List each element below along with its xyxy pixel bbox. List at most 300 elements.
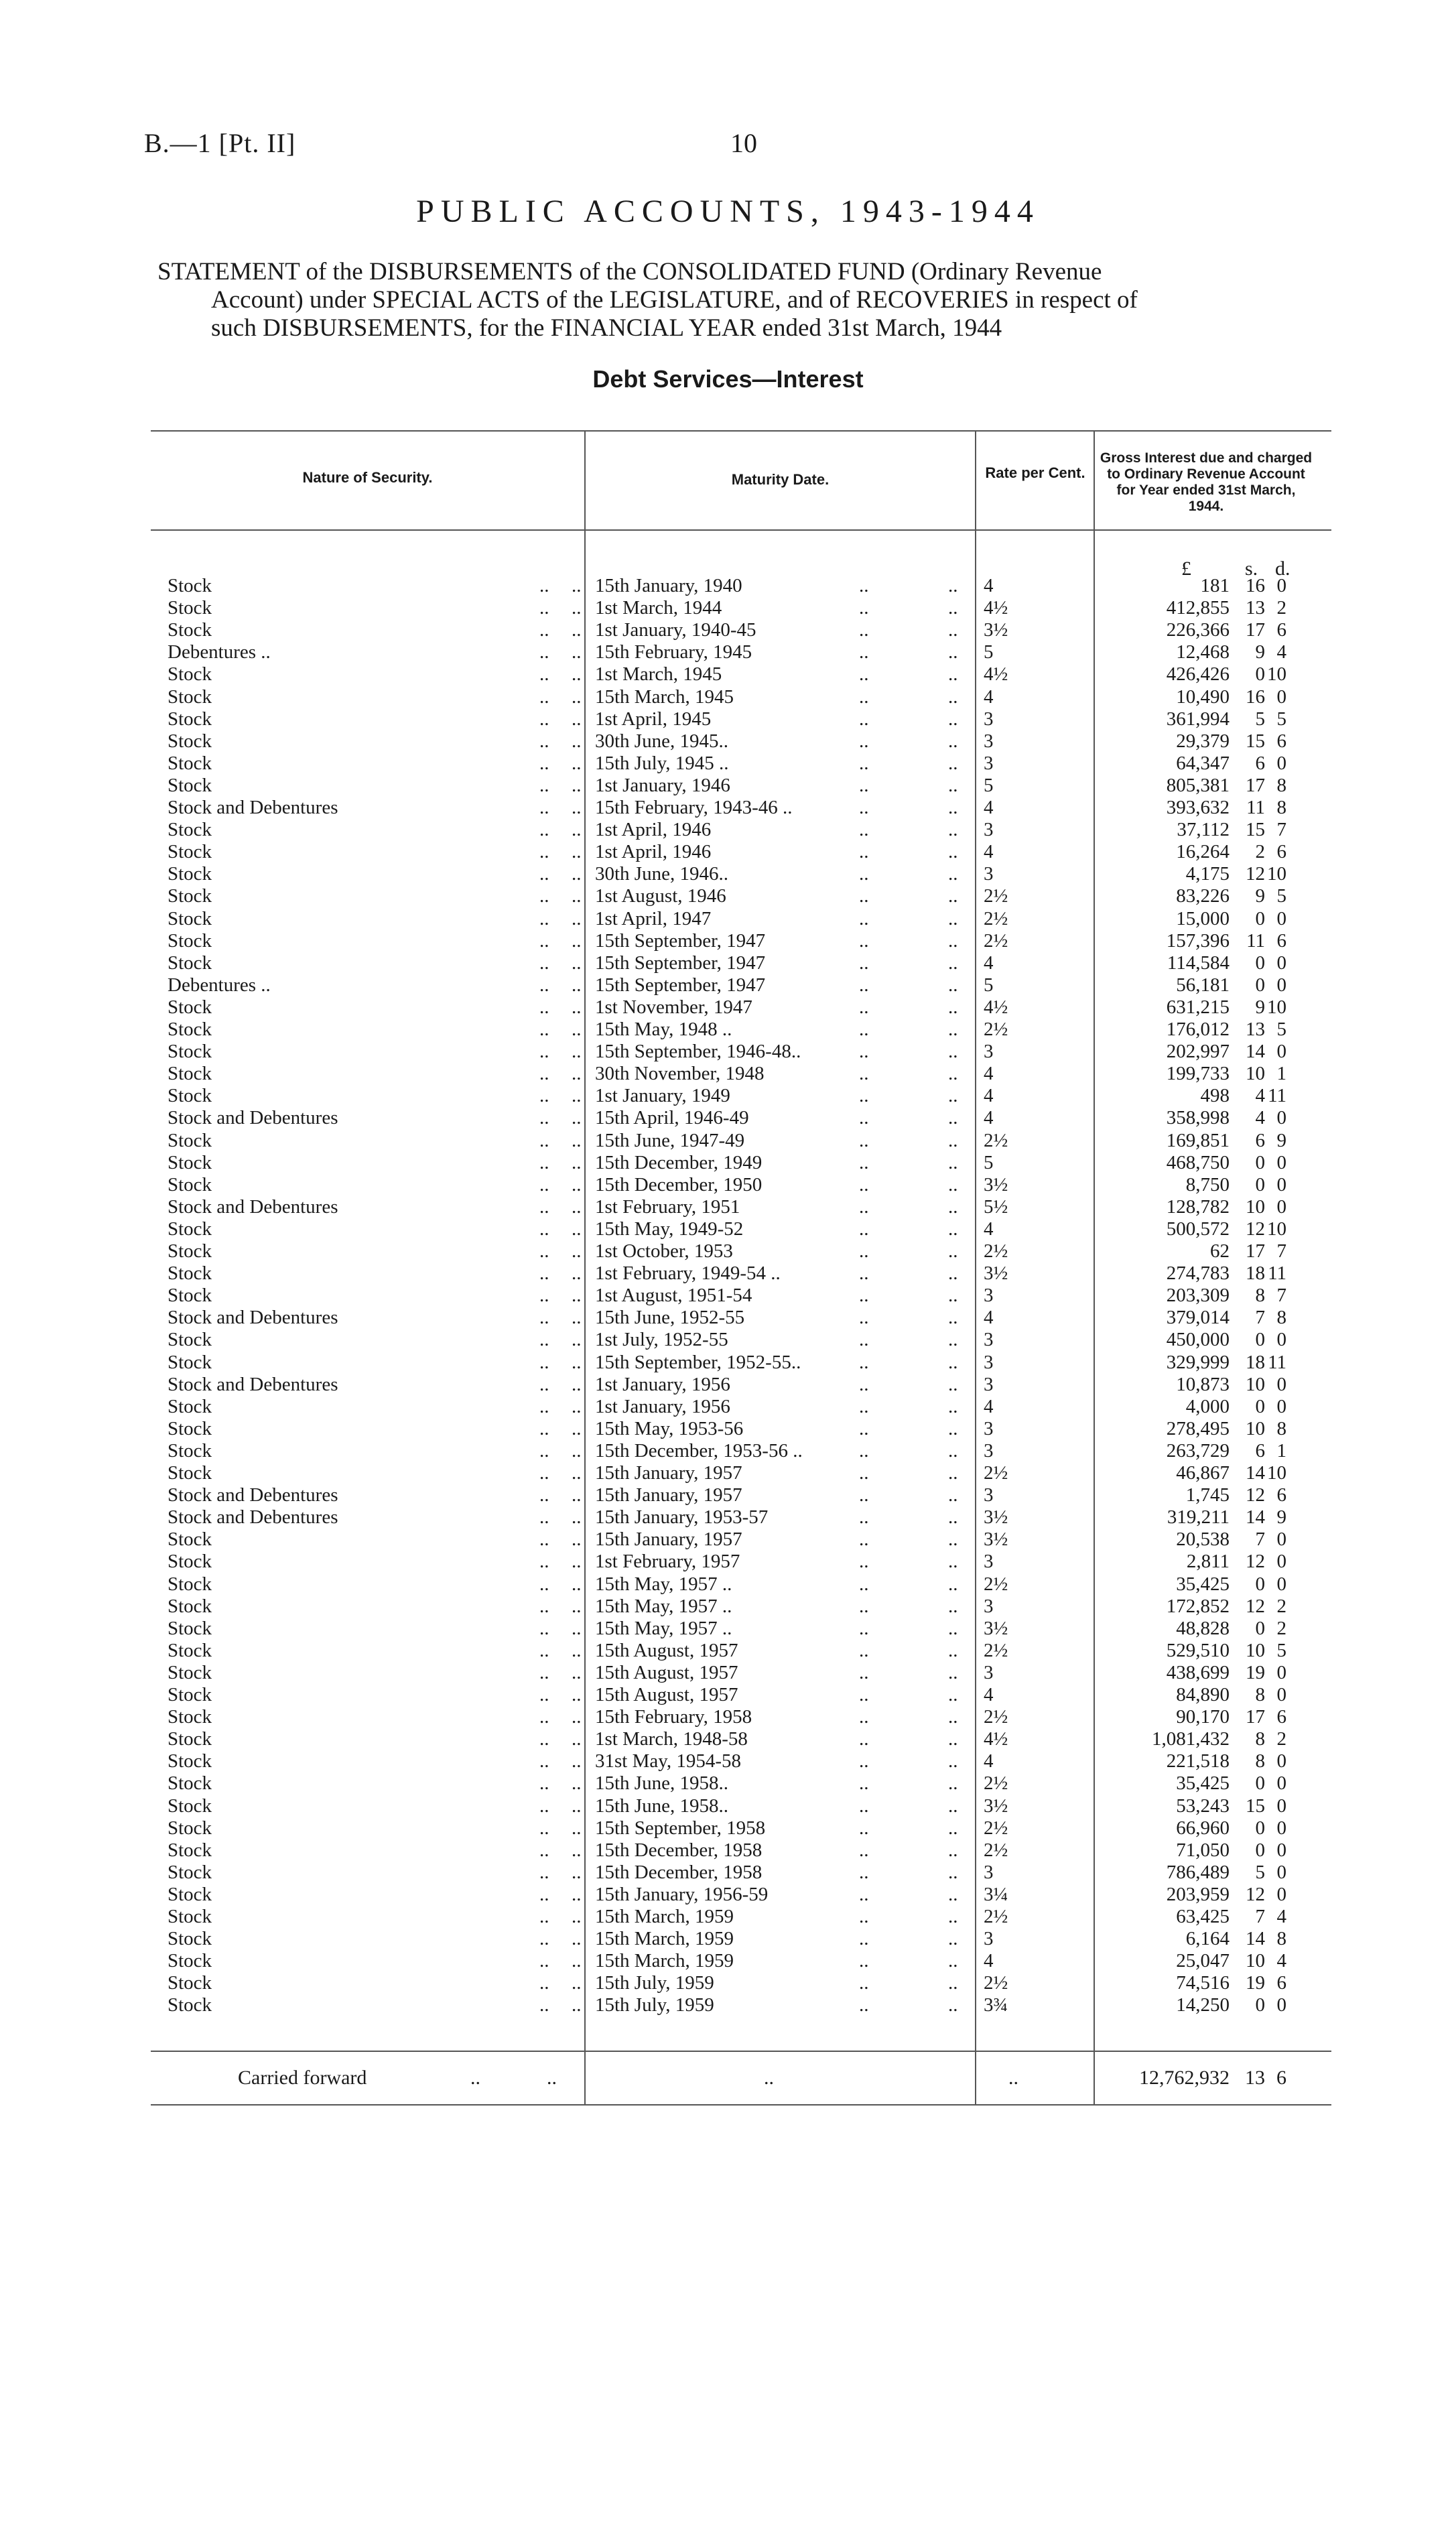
- interest-shillings: 14: [1246, 1506, 1265, 1528]
- interest-pounds: 498: [1200, 1085, 1230, 1106]
- interest-shillings: 10: [1246, 1950, 1265, 1971]
- table-row: [0, 885, 1456, 907]
- leader-dots: ..: [948, 863, 958, 885]
- security-type: Debentures ..: [168, 974, 271, 996]
- table-row: [0, 1196, 1456, 1218]
- maturity-date: 15th March, 1959: [595, 1906, 734, 1927]
- interest-pence: 1: [1276, 1440, 1286, 1462]
- rate-per-cent: 3½: [984, 1529, 1008, 1550]
- rate-per-cent: 2½: [984, 1019, 1008, 1040]
- maturity-date: 15th August, 1957: [595, 1640, 738, 1661]
- interest-shillings: 15: [1246, 730, 1265, 752]
- leader-dots: ..: [859, 1596, 869, 1617]
- rate-per-cent: 4: [984, 1684, 994, 1705]
- interest-pounds: 48,828: [1176, 1618, 1230, 1639]
- security-type: Stock: [168, 1950, 212, 1971]
- maturity-date: 1st February, 1951: [595, 1196, 740, 1218]
- leader-dots: ..: [948, 1728, 958, 1750]
- rate-per-cent: 3: [984, 1551, 994, 1572]
- maturity-date: 15th September, 1946-48..: [595, 1041, 801, 1062]
- table-row: [0, 1662, 1456, 1684]
- interest-pence: 0: [1276, 1041, 1286, 1062]
- interest-pounds: 203,309: [1166, 1285, 1230, 1306]
- interest-pence: 0: [1276, 1795, 1286, 1817]
- interest-pence: 10: [1267, 1462, 1286, 1484]
- leader-dots: ..: [859, 1662, 869, 1683]
- interest-shillings: 0: [1255, 974, 1265, 996]
- leader-dots: ..: [539, 1418, 549, 1439]
- maturity-date: 15th April, 1946-49: [595, 1107, 749, 1128]
- carried-forward-maturity: ..: [764, 2067, 774, 2089]
- leader-dots: ..: [859, 1374, 869, 1395]
- leader-dots: ..: [539, 1440, 549, 1462]
- interest-shillings: 12: [1246, 1596, 1265, 1617]
- table-row: [0, 1884, 1456, 1906]
- table-row: [0, 1928, 1456, 1950]
- interest-pence: 6: [1276, 1484, 1286, 1506]
- leader-dots: ..: [859, 1307, 869, 1328]
- leader-dots: ..: [572, 1352, 582, 1373]
- leader-dots: ..: [539, 1529, 549, 1550]
- interest-pence: 0: [1276, 1107, 1286, 1128]
- leader-dots: ..: [539, 708, 549, 730]
- leader-dots: ..: [948, 1906, 958, 1927]
- table-row: [0, 575, 1456, 597]
- leader-dots: ..: [572, 908, 582, 929]
- leader-dots: ..: [572, 1928, 582, 1949]
- interest-pence: 10: [1267, 996, 1286, 1018]
- interest-shillings: 12: [1246, 863, 1265, 885]
- interest-pounds: 176,012: [1166, 1019, 1230, 1040]
- table-row: [0, 1396, 1456, 1418]
- interest-shillings: 19: [1246, 1972, 1265, 1994]
- leader-dots: ..: [859, 1573, 869, 1595]
- maturity-date: 1st January, 1940-45: [595, 619, 756, 641]
- leader-dots: ..: [859, 1262, 869, 1284]
- interest-shillings: 8: [1255, 1750, 1265, 1772]
- table-row: [0, 1440, 1456, 1462]
- interest-shillings: 6: [1255, 1130, 1265, 1151]
- table-row: [0, 797, 1456, 819]
- leader-dots: ..: [539, 663, 549, 685]
- leader-dots: ..: [859, 619, 869, 641]
- leader-dots: ..: [572, 1019, 582, 1040]
- leader-dots: ..: [539, 1506, 549, 1528]
- interest-shillings: 2: [1255, 841, 1265, 862]
- leader-dots: ..: [572, 1994, 582, 2016]
- rate-per-cent: 3: [984, 753, 994, 774]
- leader-dots: ..: [539, 1484, 549, 1506]
- security-type: Stock: [168, 1662, 212, 1683]
- leader-dots: ..: [572, 1174, 582, 1195]
- interest-shillings: 16: [1246, 686, 1265, 708]
- leader-dots: ..: [572, 996, 582, 1018]
- table-row: [0, 1262, 1456, 1285]
- maturity-date: 1st March, 1948-58: [595, 1728, 748, 1750]
- table-row: [0, 1218, 1456, 1240]
- interest-pence: 5: [1276, 1019, 1286, 1040]
- leader-dots: ..: [948, 1772, 958, 1794]
- leader-dots: ..: [859, 863, 869, 885]
- security-type: Stock: [168, 1618, 212, 1639]
- leader-dots: ..: [572, 1506, 582, 1528]
- interest-shillings: 12: [1246, 1551, 1265, 1572]
- interest-pence: 11: [1268, 1262, 1286, 1284]
- leader-dots: ..: [572, 1884, 582, 1905]
- leader-dots: ..: [572, 1440, 582, 1462]
- interest-shillings: 7: [1255, 1529, 1265, 1550]
- interest-pence: 0: [1276, 1196, 1286, 1218]
- interest-pounds: 529,510: [1166, 1640, 1230, 1661]
- interest-shillings: 4: [1255, 1107, 1265, 1128]
- table-row: [0, 641, 1456, 663]
- rate-per-cent: 3: [984, 730, 994, 752]
- leader-dots: ..: [859, 1352, 869, 1373]
- security-type: Stock: [168, 708, 212, 730]
- leader-dots: ..: [539, 1972, 549, 1994]
- leader-dots: ..: [539, 930, 549, 952]
- rate-per-cent: 2½: [984, 885, 1008, 907]
- leader-dots: ..: [948, 1706, 958, 1728]
- security-type: Stock: [168, 1795, 212, 1817]
- table-row: [0, 863, 1456, 885]
- leader-dots: ..: [539, 597, 549, 619]
- leader-dots: ..: [539, 730, 549, 752]
- maturity-date: 15th January, 1953-57: [595, 1506, 769, 1528]
- maturity-date: 1st February, 1949-54 ..: [595, 1262, 781, 1284]
- interest-pence: 6: [1276, 930, 1286, 952]
- maturity-date: 15th December, 1950: [595, 1174, 763, 1195]
- table-row: [0, 1240, 1456, 1262]
- rate-per-cent: 3: [984, 708, 994, 730]
- leader-dots: ..: [539, 863, 549, 885]
- maturity-date: 15th January, 1957: [595, 1484, 742, 1506]
- interest-pounds: 4,000: [1185, 1396, 1230, 1417]
- leader-dots: ..: [539, 1884, 549, 1905]
- rate-per-cent: 3: [984, 1285, 994, 1306]
- interest-pounds: 84,890: [1176, 1684, 1230, 1705]
- rate-per-cent: 2½: [984, 908, 1008, 929]
- interest-pounds: 468,750: [1166, 1152, 1230, 1173]
- leader-dots: ..: [859, 1440, 869, 1462]
- interest-pence: 0: [1276, 974, 1286, 996]
- leader-dots: ..: [859, 1418, 869, 1439]
- leader-dots: ..: [948, 1750, 958, 1772]
- maturity-date: 15th May, 1957 ..: [595, 1573, 732, 1595]
- total-pounds: 12,762,932: [1139, 2067, 1230, 2089]
- maturity-date: 15th September, 1952-55..: [595, 1352, 801, 1373]
- leader-dots: ..: [572, 885, 582, 907]
- security-type: Stock: [168, 1152, 212, 1173]
- maturity-date: 1st August, 1951-54: [595, 1285, 752, 1306]
- rate-per-cent: 2½: [984, 930, 1008, 952]
- interest-pence: 0: [1276, 1662, 1286, 1683]
- leader-dots: ..: [539, 619, 549, 641]
- leader-dots: ..: [859, 775, 869, 796]
- leader-dots: ..: [948, 1662, 958, 1683]
- leader-dots: ..: [859, 686, 869, 708]
- rate-per-cent: 3½: [984, 1795, 1008, 1817]
- leader-dots: ..: [572, 1772, 582, 1794]
- table-row: [0, 1285, 1456, 1307]
- interest-pence: 11: [1268, 1085, 1286, 1106]
- interest-shillings: 0: [1255, 663, 1265, 685]
- table-row: [0, 1640, 1456, 1662]
- maturity-date: 15th June, 1952-55: [595, 1307, 745, 1328]
- interest-shillings: 5: [1255, 708, 1265, 730]
- interest-pence: 6: [1276, 619, 1286, 641]
- security-type: Stock: [168, 1817, 212, 1839]
- leader-dots: ..: [948, 1950, 958, 1971]
- leader-dots: ..: [539, 1862, 549, 1883]
- security-type: Stock: [168, 1329, 212, 1350]
- table-row: [0, 1772, 1456, 1795]
- security-type: Stock: [168, 1884, 212, 1905]
- leader-dots: ..: [539, 686, 549, 708]
- leader-dots: ..: [948, 1862, 958, 1883]
- leader-dots: ..: [859, 1728, 869, 1750]
- leader-dots: ..: [859, 908, 869, 929]
- interest-shillings: 5: [1255, 1862, 1265, 1883]
- leader-dots: ..: [948, 1307, 958, 1328]
- leader-dots: ..: [948, 1152, 958, 1173]
- rate-per-cent: 2½: [984, 1640, 1008, 1661]
- maturity-date: 1st February, 1957: [595, 1551, 740, 1572]
- leader-dots: ..: [539, 1928, 549, 1949]
- leader-dots: ..: [572, 1950, 582, 1971]
- leader-dots: ..: [859, 1329, 869, 1350]
- leader-dots: ..: [948, 1506, 958, 1528]
- leader-dots: ..: [572, 1972, 582, 1994]
- maturity-date: 1st January, 1949: [595, 1085, 730, 1106]
- carried-forward-rate: ..: [1008, 2067, 1018, 2089]
- leader-dots: ..: [572, 1817, 582, 1839]
- rate-per-cent: 3: [984, 1352, 994, 1373]
- interest-shillings: 18: [1246, 1352, 1265, 1373]
- interest-pounds: 172,852: [1166, 1596, 1230, 1617]
- leader-dots: ..: [539, 753, 549, 774]
- leader-dots: ..: [539, 1396, 549, 1417]
- table-row: [0, 1418, 1456, 1440]
- security-type: Stock: [168, 908, 212, 929]
- maturity-date: 15th August, 1957: [595, 1662, 738, 1683]
- leader-dots: ..: [539, 952, 549, 974]
- security-type: Stock: [168, 1174, 212, 1195]
- interest-pounds: 1,081,432: [1152, 1728, 1230, 1750]
- leader-dots: ..: [948, 663, 958, 685]
- document-reference: B.—1 [Pt. II]: [144, 128, 296, 158]
- maturity-date: 30th June, 1946..: [595, 863, 728, 885]
- interest-shillings: 10: [1246, 1374, 1265, 1395]
- leader-dots: ..: [859, 1972, 869, 1994]
- rate-per-cent: 3: [984, 1440, 994, 1462]
- leader-dots: ..: [539, 1019, 549, 1040]
- interest-pence: 0: [1276, 1750, 1286, 1772]
- interest-shillings: 9: [1255, 996, 1265, 1018]
- interest-pounds: 393,632: [1166, 797, 1230, 818]
- table-row: [0, 730, 1456, 753]
- leader-dots: ..: [859, 841, 869, 862]
- interest-shillings: 11: [1246, 930, 1265, 952]
- interest-pence: 7: [1276, 1240, 1286, 1262]
- table-row: [0, 619, 1456, 641]
- interest-pounds: 361,994: [1166, 708, 1230, 730]
- interest-shillings: 13: [1246, 597, 1265, 619]
- leader-dots: ..: [948, 597, 958, 619]
- rate-per-cent: 5: [984, 1152, 994, 1173]
- maturity-date: 15th May, 1949-52: [595, 1218, 744, 1240]
- leader-dots: ..: [539, 1329, 549, 1350]
- header-bottom-rule: [151, 529, 1331, 531]
- interest-pounds: 786,489: [1166, 1862, 1230, 1883]
- leader-dots: ..: [572, 1462, 582, 1484]
- interest-pounds: 202,997: [1166, 1041, 1230, 1062]
- maturity-date: 15th February, 1945: [595, 641, 752, 663]
- maturity-date: 15th August, 1957: [595, 1684, 738, 1705]
- security-type: Stock: [168, 1551, 212, 1572]
- interest-pence: 0: [1276, 1839, 1286, 1861]
- maturity-date: 15th September, 1958: [595, 1817, 766, 1839]
- table-row: [0, 1750, 1456, 1772]
- security-type: Stock: [168, 1130, 212, 1151]
- leader-dots: ..: [572, 1684, 582, 1705]
- interest-pence: 4: [1276, 1950, 1286, 1971]
- leader-dots: ..: [859, 730, 869, 752]
- leader-dots: ..: [859, 1706, 869, 1728]
- rate-per-cent: 2½: [984, 1817, 1008, 1839]
- maturity-date: 15th September, 1947: [595, 974, 766, 996]
- leader-dots: ..: [572, 775, 582, 796]
- interest-pence: 0: [1276, 1551, 1286, 1572]
- leader-dots: ..: [859, 1884, 869, 1905]
- leader-dots: ..: [948, 1218, 958, 1240]
- leader-dots: ..: [948, 1596, 958, 1617]
- leader-dots: ..: [572, 1240, 582, 1262]
- interest-pence: 0: [1276, 1817, 1286, 1839]
- security-type: Stock: [168, 885, 212, 907]
- interest-pence: 0: [1276, 1396, 1286, 1417]
- interest-shillings: 0: [1255, 1618, 1265, 1639]
- table-row: [0, 1085, 1456, 1107]
- leader-dots: ..: [948, 952, 958, 974]
- leader-dots: ..: [948, 1196, 958, 1218]
- leader-dots: ..: [948, 1795, 958, 1817]
- leader-dots: ..: [859, 819, 869, 840]
- security-type: Stock: [168, 1019, 212, 1040]
- leader-dots: ..: [859, 1950, 869, 1971]
- security-type: Stock: [168, 1085, 212, 1106]
- rate-per-cent: 3: [984, 1928, 994, 1949]
- interest-shillings: 8: [1255, 1285, 1265, 1306]
- interest-shillings: 0: [1255, 952, 1265, 974]
- leader-dots: ..: [572, 686, 582, 708]
- leader-dots: ..: [948, 1019, 958, 1040]
- interest-pence: 5: [1276, 1640, 1286, 1661]
- interest-shillings: 17: [1246, 1240, 1265, 1262]
- table-row: [0, 952, 1456, 974]
- leader-dots: ..: [948, 1329, 958, 1350]
- rate-per-cent: 2½: [984, 1706, 1008, 1728]
- leader-dots: ..: [948, 1352, 958, 1373]
- leader-dots: ..: [539, 1174, 549, 1195]
- leader-dots: ..: [948, 1884, 958, 1905]
- rate-per-cent: 3: [984, 1041, 994, 1062]
- interest-shillings: 18: [1246, 1262, 1265, 1284]
- leader-dots: ..: [539, 1307, 549, 1328]
- maturity-date: 15th July, 1945 ..: [595, 753, 729, 774]
- interest-pence: 10: [1267, 863, 1286, 885]
- total-shillings: 13: [1245, 2067, 1265, 2089]
- maturity-date: 15th June, 1947-49: [595, 1130, 745, 1151]
- interest-shillings: 17: [1246, 775, 1265, 796]
- leader-dots: ..: [572, 730, 582, 752]
- interest-pence: 0: [1276, 1529, 1286, 1550]
- security-type: Stock: [168, 1972, 212, 1994]
- interest-pence: 0: [1276, 1174, 1286, 1195]
- interest-pence: 0: [1276, 575, 1286, 596]
- leader-dots: ..: [470, 2067, 480, 2089]
- leader-dots: ..: [948, 1262, 958, 1284]
- table-row: [0, 597, 1456, 619]
- table-row: [0, 1795, 1456, 1817]
- interest-pounds: 805,381: [1166, 775, 1230, 796]
- table-row: [0, 1506, 1456, 1529]
- rate-per-cent: 3: [984, 863, 994, 885]
- leader-dots: ..: [948, 1063, 958, 1084]
- maturity-date: 15th December, 1953-56 ..: [595, 1440, 803, 1462]
- leader-dots: ..: [572, 1750, 582, 1772]
- leader-dots: ..: [859, 597, 869, 619]
- leader-dots: ..: [948, 1174, 958, 1195]
- maturity-date: 1st April, 1946: [595, 841, 712, 862]
- leader-dots: ..: [948, 841, 958, 862]
- table-row: [0, 1862, 1456, 1884]
- table-row: [0, 1573, 1456, 1596]
- leader-dots: ..: [539, 1795, 549, 1817]
- leader-dots: ..: [539, 775, 549, 796]
- interest-shillings: 0: [1255, 1839, 1265, 1861]
- leader-dots: ..: [948, 1107, 958, 1128]
- security-type: Stock: [168, 1041, 212, 1062]
- rate-per-cent: 2½: [984, 1573, 1008, 1595]
- leader-dots: ..: [948, 908, 958, 929]
- leader-dots: ..: [572, 797, 582, 818]
- interest-pence: 0: [1276, 952, 1286, 974]
- leader-dots: ..: [539, 641, 549, 663]
- interest-pounds: 438,699: [1166, 1662, 1230, 1683]
- maturity-date: 15th May, 1957 ..: [595, 1596, 732, 1617]
- maturity-date: 15th January, 1956-59: [595, 1884, 769, 1905]
- leader-dots: ..: [572, 1152, 582, 1173]
- security-type: Stock: [168, 775, 212, 796]
- security-type: Stock: [168, 1240, 212, 1262]
- security-type: Stock: [168, 575, 212, 596]
- leader-dots: ..: [572, 1262, 582, 1284]
- leader-dots: ..: [539, 1041, 549, 1062]
- rate-per-cent: 4: [984, 1950, 994, 1971]
- interest-pence: 1: [1276, 1063, 1286, 1084]
- leader-dots: ..: [572, 1130, 582, 1151]
- leader-dots: ..: [572, 1329, 582, 1350]
- leader-dots: ..: [948, 1972, 958, 1994]
- security-type: Stock: [168, 1906, 212, 1927]
- leader-dots: ..: [948, 1484, 958, 1506]
- leader-dots: ..: [948, 1418, 958, 1439]
- interest-pounds: 1,745: [1185, 1484, 1230, 1506]
- leader-dots: ..: [539, 1085, 549, 1106]
- maturity-date: 15th March, 1959: [595, 1928, 734, 1949]
- interest-pence: 0: [1276, 1152, 1286, 1173]
